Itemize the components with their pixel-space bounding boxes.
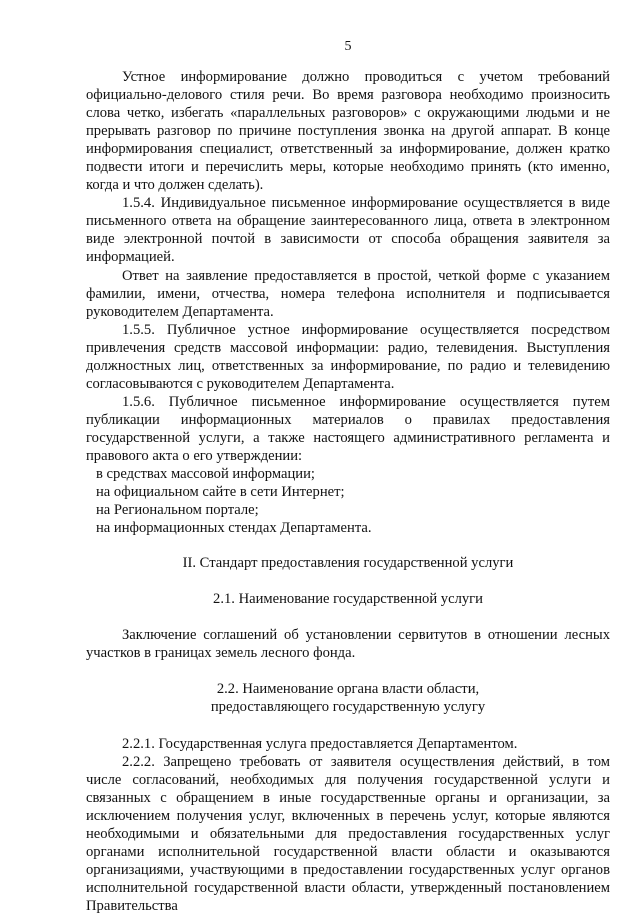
list-item-official-site: на официальном сайте в сети Интернет; — [96, 484, 345, 501]
paragraph-reply: Ответ на заявление предоставляется в простой, четкой форме с указанием фамилии, имени, отчества, номера телефона исполнителя и подписывается руководителем Департамента. — [86, 267, 610, 320]
paragraph-oral-info: Устное информирование должно проводиться с учетом требований официально-делового стиля речи. Во время разговора необходимо произносить слова четко, избегать «параллельных разговоров» с окружающими людьми и не прерывать разговор по причине поступления звонка на другой аппарат. В конце информирования специалист, ответственный за информирование, должен кратко подвести итоги и перечислить меры, которые необходимо принять (кто именно, когда и что должен сделать). — [86, 69, 610, 194]
paragraph-2-2-2: 2.2.2. Запрещено требовать от заявителя осуществления действий, в том числе согласований, необходимых для получения государственной услуги и связанных с обращением в иные государственные органы и организации, за исключением получения услуг, включенных в перечень услуг, которые являются необходимыми и обязательными для предоставления государственных услуг органами исполнительной государственной власти области и оказываются организациями, участвующими в предоставлении государственных услуг органов исполнительной государственной власти области, утвержденный постановлением Правительства — [86, 753, 610, 914]
list-item-regional-portal: на Региональном портале; — [96, 502, 259, 519]
list-item-mass-media: в средствах массовой информации; — [96, 466, 315, 483]
subsection-1-title: 2.1. Наименование государственной услуги — [213, 591, 483, 608]
subsection-2-title — [86, 680, 610, 716]
subsection-2-title-line2: предоставляющего государственную услугу — [210, 699, 486, 716]
paragraph-1-5-6: 1.5.6. Публичное письменное информирование осуществляется путем публикации информационных материалов о правилах предоставления государственной услуги, а также настоящего административного регламента и правового акта о его утверждении: — [86, 393, 610, 464]
paragraph-1-5-5: 1.5.5. Публичное устное информирование осуществляется посредством привлечения средств массовой информации: радио, телевидения. Выступления должностных лиц, ответственных за информирование, по радио и телевидению согласовываются с руководителем Департамента. — [86, 321, 610, 392]
paragraph-2-2-1: 2.2.1. Государственная услуга предоставляется Департаментом. — [122, 735, 518, 752]
page-number: 5 — [344, 39, 352, 54]
subsection-1-text: Заключение соглашений об установлении сервитутов в отношении лесных участков в границах земель лесного фонда. — [86, 627, 610, 662]
list-item-info-stands: на информационных стендах Департамента. — [96, 520, 372, 537]
paragraph-1-5-4: 1.5.4. Индивидуальное письменное информирование осуществляется в виде письменного ответа на обращение заинтересованного лица, ответа в электронном виде электронной почтой в зависимости от способа обращения заявителя за информацией. — [86, 195, 610, 266]
subsection-2-title-line1: 2.2. Наименование органа власти области, — [216, 681, 480, 698]
section-title: II. Стандарт предоставления государственной услуги — [182, 555, 514, 572]
